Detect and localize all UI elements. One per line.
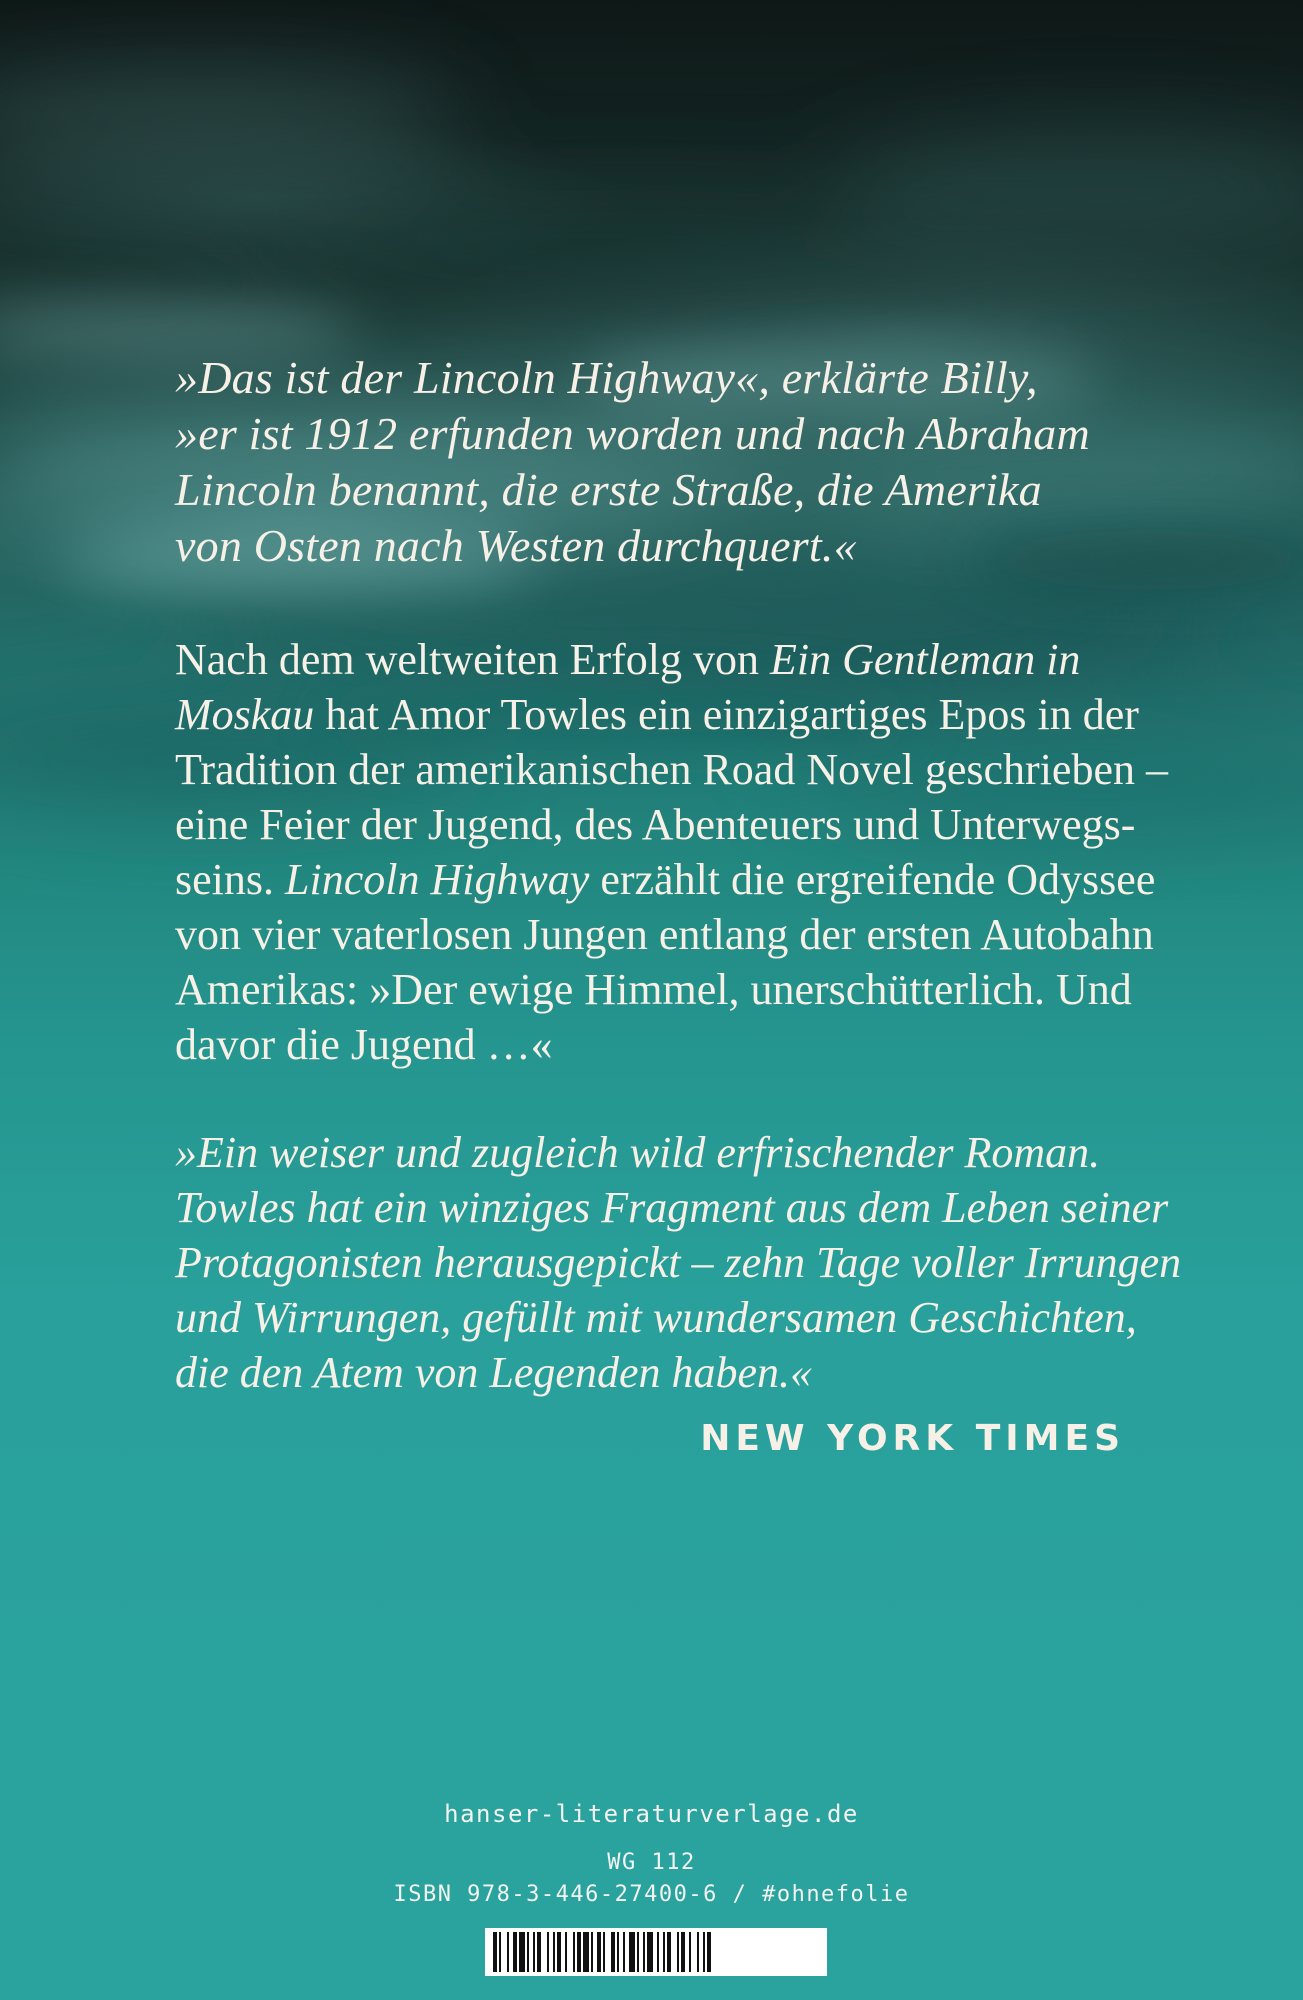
opening-quote-line: »er ist 1912 erfunden worden und nach Abraham — [175, 408, 1090, 459]
publisher-website: hanser-literaturverlage.de — [444, 1800, 859, 1828]
isbn-line: ISBN 978-3-446-27400-6 / #ohnefolie — [393, 1882, 910, 1907]
review-source: NEW YORK TIMES — [700, 1418, 1125, 1459]
description-line — [175, 687, 1185, 742]
barcode-bars — [485, 1928, 827, 1976]
description-line: von vier vaterlosen Jungen entlang der ersten Autobahn — [175, 910, 1154, 959]
opening-quote-line: »Das ist der Lincoln Highway«, erklärte Billy, — [175, 352, 1038, 403]
opening-quote-line: von Osten nach Westen durchquert.« — [175, 520, 857, 571]
description-text: Nach dem weltweiten Erfolg von — [175, 635, 771, 684]
description-line: davor die Jugend …« — [175, 1020, 553, 1069]
description-line — [175, 632, 1185, 687]
description-line — [175, 852, 1185, 907]
description-text: erzählt die ergreifende Odyssee — [589, 855, 1156, 904]
barcode — [485, 1928, 827, 1976]
description-line: eine Feier der Jugend, des Abenteuers und Unterwegs- — [175, 800, 1136, 849]
previous-book-title: Ein Gentleman in — [770, 635, 1081, 684]
review-line: die den Atem von Legenden haben.« — [175, 1348, 813, 1397]
product-group-code: WG 112 — [607, 1850, 696, 1875]
press-review-quote — [175, 1125, 1185, 1400]
description-text: seins. — [175, 855, 285, 904]
book-title: Lincoln Highway — [285, 855, 590, 904]
description-line: Tradition der amerikanischen Road Novel geschrieben – — [175, 745, 1168, 794]
review-line: und Wirrungen, gefüllt mit wundersamen Geschichten, — [175, 1293, 1137, 1342]
opening-quote — [175, 350, 1185, 574]
description-line: Amerikas: »Der ewige Himmel, unerschütterlich. Und — [175, 965, 1132, 1014]
review-line: Protagonisten herausgepickt – zehn Tage voller Irrungen — [175, 1238, 1182, 1287]
previous-book-title: Moskau — [175, 690, 315, 739]
review-line: »Ein weiser und zugleich wild erfrischender Roman. — [175, 1128, 1101, 1177]
opening-quote-line: Lincoln benannt, die erste Straße, die Amerika — [175, 464, 1042, 515]
review-line: Towles hat ein winziges Fragment aus dem Leben seiner — [175, 1183, 1169, 1232]
description-text: hat Amor Towles ein einzigartiges Epos in der — [314, 690, 1139, 739]
book-description — [175, 632, 1185, 1072]
